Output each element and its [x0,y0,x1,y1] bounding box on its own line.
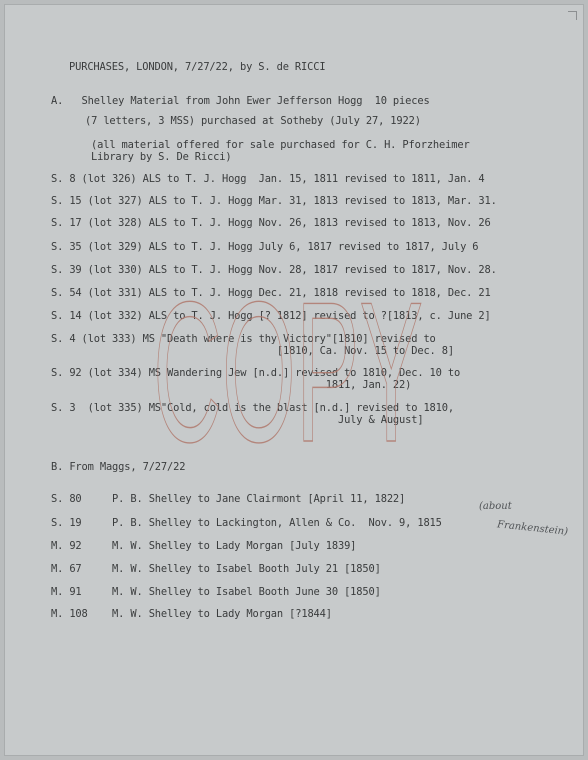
item-row: M. 91 M. W. Shelley to Isabel Booth June 30 [1850] [51,586,381,598]
item-row: S. 8 (lot 326) ALS to T. J. Hogg Jan. 15, 1811 revised to 1811, Jan. 4 [51,173,485,185]
item-row: S. 15 (lot 327) ALS to T. J. Hogg Mar. 31, 1813 revised to 1813, Mar. 31. [51,195,497,207]
item-row: M. 108 M. W. Shelley to Lady Morgan [?1844] [51,608,332,620]
copy-stamp-text: COPY [153,281,423,451]
section-a-subtitle: (7 letters, 3 MSS) purchased at Sotheby (July 27, 1922) [85,115,421,127]
page-corner-mark [568,11,577,20]
document-page [4,4,584,756]
item-row-continuation: July & August] [51,414,424,426]
item-row: S. 19 P. B. Shelley to Lackington, Allen & Co. Nov. 9, 1815 [51,517,442,529]
copy-stamp [153,281,423,451]
section-a-title: A. Shelley Material from John Ewer Jefferson Hogg 10 pieces [51,95,430,107]
item-row: S. 35 (lot 329) ALS to T. J. Hogg July 6, 1817 revised to 1817, July 6 [51,241,479,253]
item-row: S. 39 (lot 330) ALS to T. J. Hogg Nov. 28, 1817 revised to 1817, Nov. 28. [51,264,497,276]
item-row: S. 3 (lot 335) MS"Cold, cold is the blast [n.d.] revised to 1810, [51,402,454,414]
item-row: S. 14 (lot 332) ALS to T. J. Hogg [? 1812] revised to ?[1813, c. June 2] [51,310,491,322]
handwritten-annotation-line-1: (about [479,501,512,512]
section-b-title: B. From Maggs, 7/27/22 [51,461,186,473]
item-row: S. 17 (lot 328) ALS to T. J. Hogg Nov. 26, 1813 revised to 1813, Nov. 26 [51,217,491,229]
item-row-continuation: 1811, Jan. 22) [51,379,412,391]
item-row: S. 4 (lot 333) MS "Death where is thy Victory"[1810] revised to [51,333,436,345]
bleed-through-mark-bottom: ​ [203,645,207,675]
item-row: M. 92 M. W. Shelley to Lady Morgan [July 1839] [51,540,357,552]
section-a-note-line-2: Library by S. De Ricci) [91,151,232,163]
handwritten-annotation-line-2: Frankenstein) [496,519,569,538]
item-row: S. 92 (lot 334) MS Wandering Jew [n.d.] revised to 1810, Dec. 10 to [51,367,461,379]
item-row: S. 54 (lot 331) ALS to T. J. Hogg Dec. 21, 1818 revised to 1818, Dec. 21 [51,287,491,299]
item-row: S. 80 P. B. Shelley to Jane Clairmont [April 11, 1822] [51,493,406,505]
section-a-note-line-1: (all material offered for sale purchased for C. H. Pforzheimer [91,139,470,151]
item-row-continuation: [1810, Ca. Nov. 15 to Dec. 8] [51,345,454,357]
document-header: PURCHASES, LONDON, 7/27/22, by S. de RICCI [69,61,326,73]
item-row: M. 67 M. W. Shelley to Isabel Booth July 21 [1850] [51,563,381,575]
